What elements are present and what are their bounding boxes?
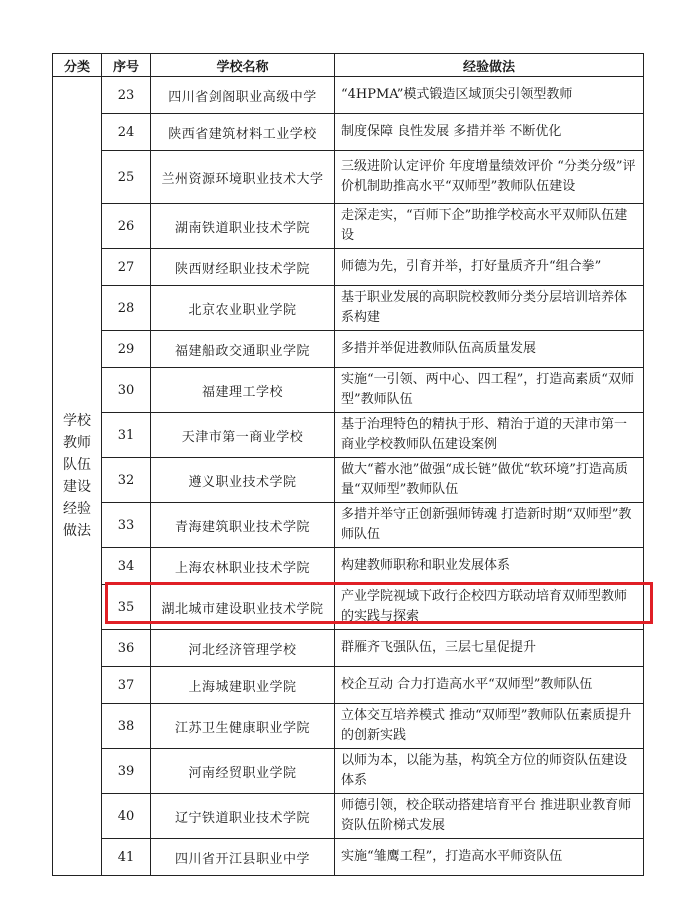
row-number: 25 xyxy=(102,151,151,204)
school-name: 河南经贸职业学院 xyxy=(151,749,335,794)
school-name: 四川省剑阁职业高级中学 xyxy=(151,77,335,114)
table-row xyxy=(53,114,644,151)
table-row xyxy=(53,77,644,114)
school-name: 福建理工学校 xyxy=(151,368,335,413)
document-table-container xyxy=(52,53,643,876)
table-row xyxy=(53,368,644,413)
experience-text: 立体交互培养模式 推动“双师型”教师队伍素质提升的创新实践 xyxy=(335,704,644,749)
school-name: 兰州资源环境职业技术大学 xyxy=(151,151,335,204)
school-name: 福建船政交通职业学院 xyxy=(151,331,335,368)
experience-text: 校企互动 合力打造高水平“双师型”教师队伍 xyxy=(335,667,644,704)
school-name: 四川省开江县职业中学 xyxy=(151,839,335,876)
table-row xyxy=(53,794,644,839)
category-line: 教师 xyxy=(63,435,91,451)
experience-text: 构建教师职称和职业发展体系 xyxy=(335,548,644,585)
table-row xyxy=(53,839,644,876)
table-header-row xyxy=(53,54,644,77)
row-number: 39 xyxy=(102,749,151,794)
table-row xyxy=(53,331,644,368)
category-line: 经验 xyxy=(63,501,91,517)
table-row xyxy=(53,286,644,331)
table-row xyxy=(53,204,644,249)
experience-text: 基于职业发展的高职院校教师分类分层培训培养体系构建 xyxy=(335,286,644,331)
row-number: 33 xyxy=(102,503,151,548)
row-number: 38 xyxy=(102,704,151,749)
experience-text: 师德引领，校企联动搭建培育平台 推进职业教育师资队伍阶梯式发展 xyxy=(335,794,644,839)
row-number: 28 xyxy=(102,286,151,331)
header-number: 序号 xyxy=(102,54,151,77)
row-number: 40 xyxy=(102,794,151,839)
school-name: 天津市第一商业学校 xyxy=(151,413,335,458)
category-line: 学校 xyxy=(63,413,91,429)
row-number: 37 xyxy=(102,667,151,704)
experience-text: 多措并举守正创新强师铸魂 打造新时期“双师型”教师队伍 xyxy=(335,503,644,548)
row-number: 35 xyxy=(102,585,151,630)
table-row xyxy=(53,585,644,630)
row-number: 41 xyxy=(102,839,151,876)
experience-text: 实施“雏鹰工程”，打造高水平师资队伍 xyxy=(335,839,644,876)
table-row xyxy=(53,667,644,704)
experience-text: 制度保障 良性发展 多措并举 不断优化 xyxy=(335,114,644,151)
table-row xyxy=(53,151,644,204)
row-number: 31 xyxy=(102,413,151,458)
row-number: 36 xyxy=(102,630,151,667)
school-name: 陕西省建筑材料工业学校 xyxy=(151,114,335,151)
table-row xyxy=(53,704,644,749)
row-number: 27 xyxy=(102,249,151,286)
category-line: 队伍 xyxy=(63,457,91,473)
experience-text: 产业学院视域下政行企校四方联动培育双师型教师的实践与探索 xyxy=(335,585,644,630)
header-category: 分类 xyxy=(53,54,102,77)
experience-text: 多措并举促进教师队伍高质量发展 xyxy=(335,331,644,368)
table-row xyxy=(53,630,644,667)
experience-text: 以师为本，以能为基，构筑全方位的师资队伍建设体系 xyxy=(335,749,644,794)
experience-text: “4HPMA”模式锻造区域顶尖引领型教师 xyxy=(335,77,644,114)
table-row xyxy=(53,503,644,548)
table-row xyxy=(53,249,644,286)
experience-text: 基于治理特色的精执于形、精治于道的天津市第一商业学校教师队伍建设案例 xyxy=(335,413,644,458)
experience-table xyxy=(52,53,644,876)
row-number: 26 xyxy=(102,204,151,249)
school-name: 河北经济管理学校 xyxy=(151,630,335,667)
row-number: 34 xyxy=(102,548,151,585)
experience-text: 师德为先，引育并举，打好量质齐升“组合拳” xyxy=(335,249,644,286)
table-row xyxy=(53,458,644,503)
category-line: 做法 xyxy=(63,523,91,539)
experience-text: 实施“一引领、两中心、四工程”，打造高素质“双师型”教师队伍 xyxy=(335,368,644,413)
header-school: 学校名称 xyxy=(151,54,335,77)
category-line: 建设 xyxy=(63,479,91,495)
school-name: 湖北城市建设职业技术学院 xyxy=(151,585,335,630)
experience-text: 走深走实，“百师下企”助推学校高水平双师队伍建设 xyxy=(335,204,644,249)
table-body xyxy=(53,77,644,876)
school-name: 湖南铁道职业技术学院 xyxy=(151,204,335,249)
row-number: 24 xyxy=(102,114,151,151)
school-name: 上海城建职业学院 xyxy=(151,667,335,704)
table-row xyxy=(53,749,644,794)
school-name: 上海农林职业技术学院 xyxy=(151,548,335,585)
row-number: 32 xyxy=(102,458,151,503)
experience-text: 做大“蓄水池”做强“成长链”做优“软环境”打造高质量“双师型”教师队伍 xyxy=(335,458,644,503)
header-experience: 经验做法 xyxy=(335,54,644,77)
school-name: 江苏卫生健康职业学院 xyxy=(151,704,335,749)
row-number: 29 xyxy=(102,331,151,368)
row-number: 30 xyxy=(102,368,151,413)
school-name: 北京农业职业学院 xyxy=(151,286,335,331)
table-row xyxy=(53,548,644,585)
table-row xyxy=(53,413,644,458)
school-name: 遵义职业技术学院 xyxy=(151,458,335,503)
experience-text: 三级进阶认定评价 年度增量绩效评价 “分类分级”评价机制助推高水平“双师型”教师队伍建设 xyxy=(335,151,644,204)
experience-text: 群雁齐飞强队伍，三层七星促提升 xyxy=(335,630,644,667)
category-cell xyxy=(53,77,102,876)
school-name: 辽宁铁道职业技术学院 xyxy=(151,794,335,839)
row-number: 23 xyxy=(102,77,151,114)
school-name: 青海建筑职业技术学院 xyxy=(151,503,335,548)
school-name: 陕西财经职业技术学院 xyxy=(151,249,335,286)
